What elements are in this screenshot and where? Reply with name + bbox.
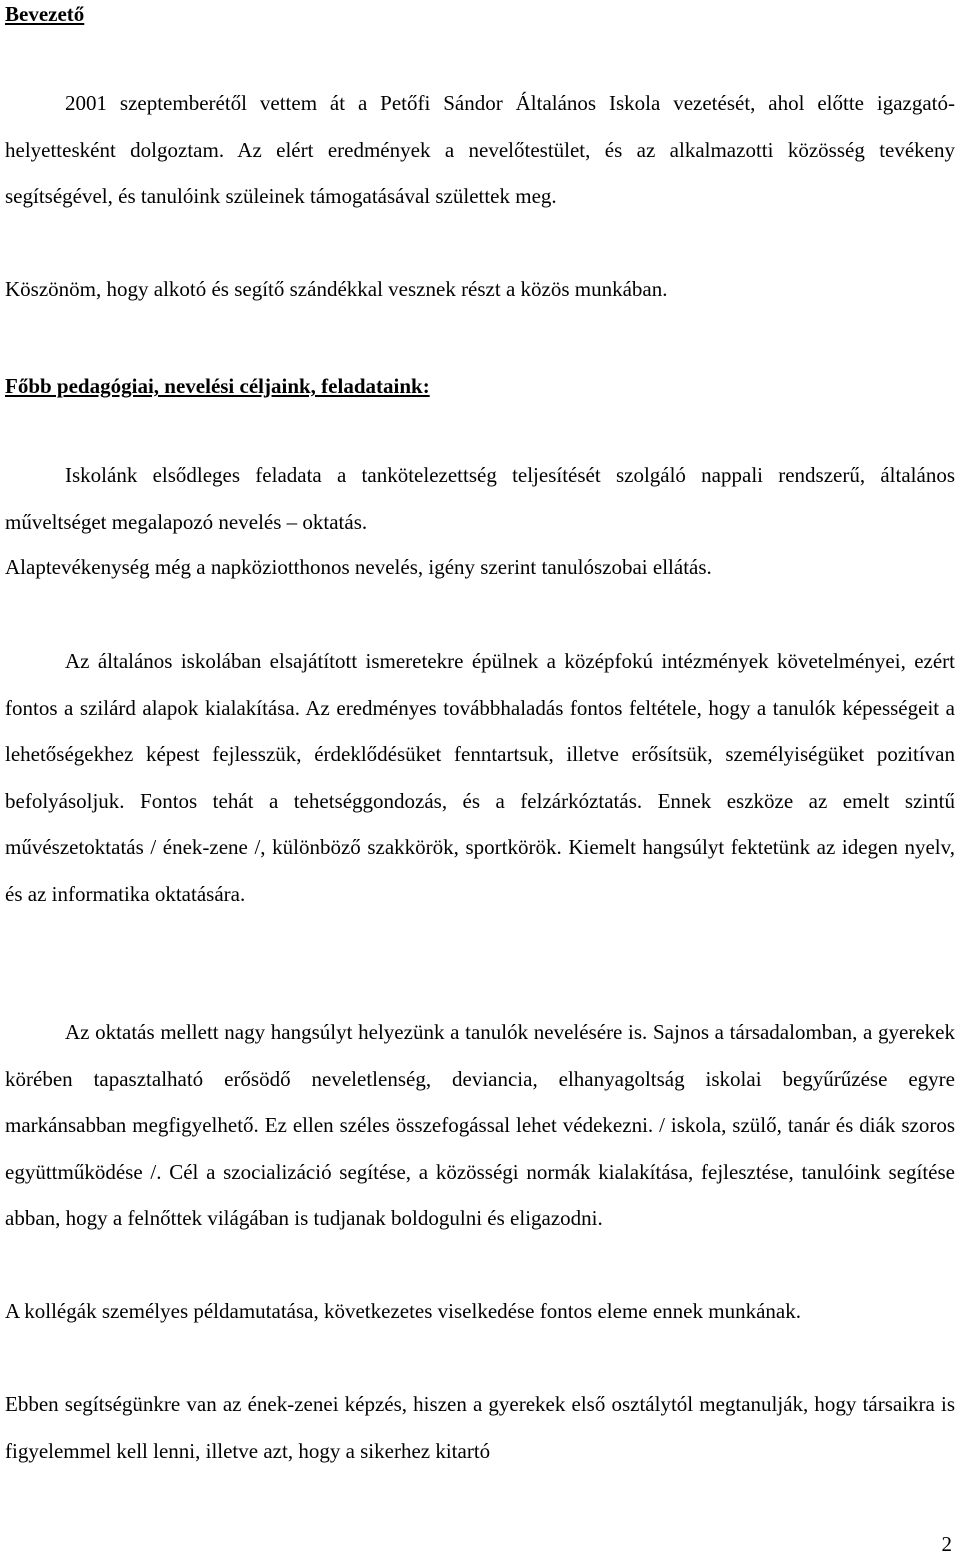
paragraph-music-education: Ebben segítségünkre van az ének-zenei képzés, hiszen a gyerekek első osztálytól megtanulják, hogy társaikra is figyelemmel kell lenni, illetve azt, hogy a sikerhez kitartó [5,1392,955,1463]
paragraph-primary-task: Iskolánk elsődleges feladata a tankötelezettség teljesítését szolgáló nappali rendszerű, általános műveltséget megalapozó nevelés – oktatás. [5,463,955,534]
page-number: 2 [941,1532,952,1556]
paragraph-core-activity: Alaptevékenység még a napköziotthonos nevelés, igény szerint tanulószobai ellátás. [5,555,712,579]
paragraph-foundations: Az általános iskolában elsajátított ismeretekre épülnek a középfokú intézmények követelményei, ezért fontos a szilárd alapok kialakítása. Az eredményes továbbhaladás fontos feltétele, hogy a tanulók képességeit a lehetőségekhez képest fejlesszük, érdeklődésüket fenntartsuk, illetve erősítsük, személyiségüket pozitívan befolyásoljuk. Fontos tehát a tehetséggondozás, és a felzárkóztatás. Ennek eszköze az emelt szintű művészetoktatás / ének-zene /, különböző szakkörök, sportkörök. Kiemelt hangsúlyt fektetünk az idegen nyelv, és az informatika oktatására. [5,649,955,906]
section-heading-intro: Bevezető [5,2,85,26]
paragraph-upbringing: Az oktatás mellett nagy hangsúlyt helyezünk a tanulók nevelésére is. Sajnos a társadalomban, a gyerekek körében tapasztalható erősödő neveletlenség, deviancia, elhanyagoltság iskolai begyűrűzése egyre markánsabban megfigyelhető. Ez ellen széles összefogással lehet védekezni. / iskola, szülő, tanár és diák szoros együttműködése /. Cél a szocializáció segítése, a közösségi normák kialakítása, fejlesztése, tanulóink segítése abban, hogy a felnőttek világában is tudjanak boldogulni és eligazodni. [5,1020,955,1230]
paragraph-intro: 2001 szeptemberétől vettem át a Petőfi Sándor Általános Iskola vezetését, ahol előtte igazgató-helyettesként dolgoztam. Az elért eredmények a nevelőtestület, és az alkalmazotti közösség tevékeny segítségével, és tanulóink szüleinek támogatásával születtek meg. [5,91,955,208]
paragraph-thanks: Köszönöm, hogy alkotó és segítő szándékkal vesznek részt a közös munkában. [5,277,668,301]
section-heading-goals: Főbb pedagógiai, nevelési céljaink, feladataink: [5,374,430,398]
paragraph-colleagues: A kollégák személyes példamutatása, következetes viselkedése fontos eleme ennek munkának. [5,1299,801,1323]
